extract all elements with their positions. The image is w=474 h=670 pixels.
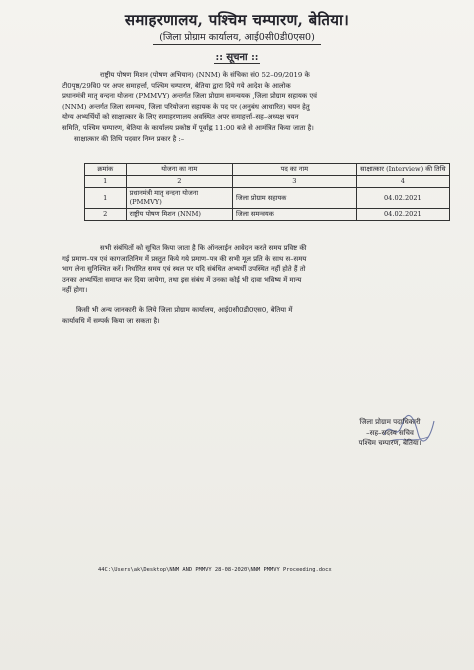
table-cell-scheme: राष्ट्रीय पोषण मिशन (NNM) — [126, 209, 232, 221]
text-line: टी0पृष्ठ/29वि0 पर अपर समाहर्त्ता, पश्चिम चम्पारण, बेतिया द्वारा दिये गये आदेश के आलोक — [62, 81, 291, 90]
intro-paragraph — [62, 70, 446, 144]
table-header-cell: क्रमांक — [85, 164, 127, 176]
text-line: राष्ट्रीय पोषण मिशन (पोषण अभियान) (NNM) के संचिका सं0 52–09/2019 के — [100, 71, 310, 79]
text-line: कार्यावधि में सम्पर्क किया जा सकता है। — [62, 316, 160, 325]
interview-schedule-table — [84, 163, 450, 221]
signatory-location: पश्चिम चम्पारण, बेतिया। — [358, 439, 422, 447]
table-cell-sn: 2 — [85, 209, 127, 221]
table-cell-scheme: प्रधानमंत्री मातृ वन्दना योजना (PMMVY) — [126, 188, 232, 209]
text-line: गई प्रमाण–पत्र एवं कागजातिनिम में प्रस्तुत किये गये प्रमाण–पत्र की सभी मूल प्रति के साथ स–समय — [62, 254, 307, 263]
table-index-row — [85, 176, 450, 188]
table-header-cell: योजना का नाम — [126, 164, 232, 176]
text-line: साक्षात्कार की तिथि पदवार निम्न प्रकार है :– — [74, 134, 185, 143]
text-line: (NNM) अन्तर्गत जिला समन्वय, जिला परियोजना सहायक के पद पर (अनुबंध आधारित) चयन हेतु — [62, 102, 310, 111]
table-header-cell: साक्षात्कार (Interview) की तिथि — [356, 164, 449, 176]
signatory-title: जिला प्रोग्राम पदाधिकारी — [359, 418, 421, 426]
signatory-role: –सह–सदस्य सचिव — [366, 428, 414, 437]
table-header-cell: पद का नाम — [233, 164, 357, 176]
text-line: नहीं होगा। — [62, 286, 88, 295]
notice-title: :: सूचना :: — [215, 52, 259, 63]
signature-block — [330, 417, 450, 449]
text-line: प्रधानमंत्री मातृ वन्दना योजना (PMMVY) अन्तर्गत जिला प्रोग्राम समन्वयक ,जिला प्रोग्राम सहायक एवं — [62, 92, 317, 101]
table-header-row — [85, 164, 450, 176]
table-cell-post: जिला समन्वयक — [233, 209, 357, 221]
table-cell-sn: 1 — [85, 188, 127, 209]
text-line: उनका अभ्यर्थिता समाप्त कर दिया जायेगा, तथा इस संबंध में उनका कोई भी दावा भविष्य में मान्य — [62, 275, 302, 284]
table-cell: 2 — [126, 176, 232, 188]
table-row — [85, 209, 450, 221]
table-cell: 4 — [356, 176, 449, 188]
contact-paragraph — [62, 305, 450, 326]
text-line: भाग लेना सुनिश्चित करें। निर्धारित समय एवं स्थल पर यदि संबंधित अभ्यर्थी उपस्थित नहीं होते हैं तो — [62, 265, 306, 274]
instructions-paragraph — [62, 243, 450, 296]
text-line: किसी भी अन्य जानकारी के लिये जिला प्रोग्राम कार्यालय, आई0सी0डी0एस0, बेतिया में — [76, 306, 293, 314]
text-line: समिति, पश्चिम चम्पारण, बेतिया के कार्यालय प्रकोष्ठ में पूर्वाह्न 11:00 बजे से आमंत्रित किया जाता है। — [62, 123, 314, 132]
office-subtitle: (जिला प्रोग्राम कार्यालय, आई0सी0डी0एस0) — [0, 30, 474, 43]
table-cell-date: 04.02.2021 — [356, 209, 449, 221]
table-cell: 3 — [233, 176, 357, 188]
office-title: समाहरणालय, पश्चिम चम्पारण, बेतिया। — [124, 11, 350, 29]
text-line: योग्य अभ्यर्थियों को साक्षात्कार के लिए समाहरणालय अवस्थित अपर समाहर्त्ता–सह–अध्यक्ष चयन — [62, 113, 299, 122]
text-line: सभी संबंधितों को सूचित किया जाता है कि ऑनलाईन आवेदन करते समय प्रविष्ट की — [100, 244, 307, 252]
table-cell: 1 — [85, 176, 127, 188]
file-path-footer: 44C:\Users\ak\Desktop\NNM AND PMMVY 28-08-2020\NNM PMMVY Proceeding.docx — [98, 567, 332, 573]
table-cell-date: 04.02.2021 — [356, 188, 449, 209]
table-row — [85, 188, 450, 209]
table-cell-post: जिला प्रोग्राम सहायक — [233, 188, 357, 209]
